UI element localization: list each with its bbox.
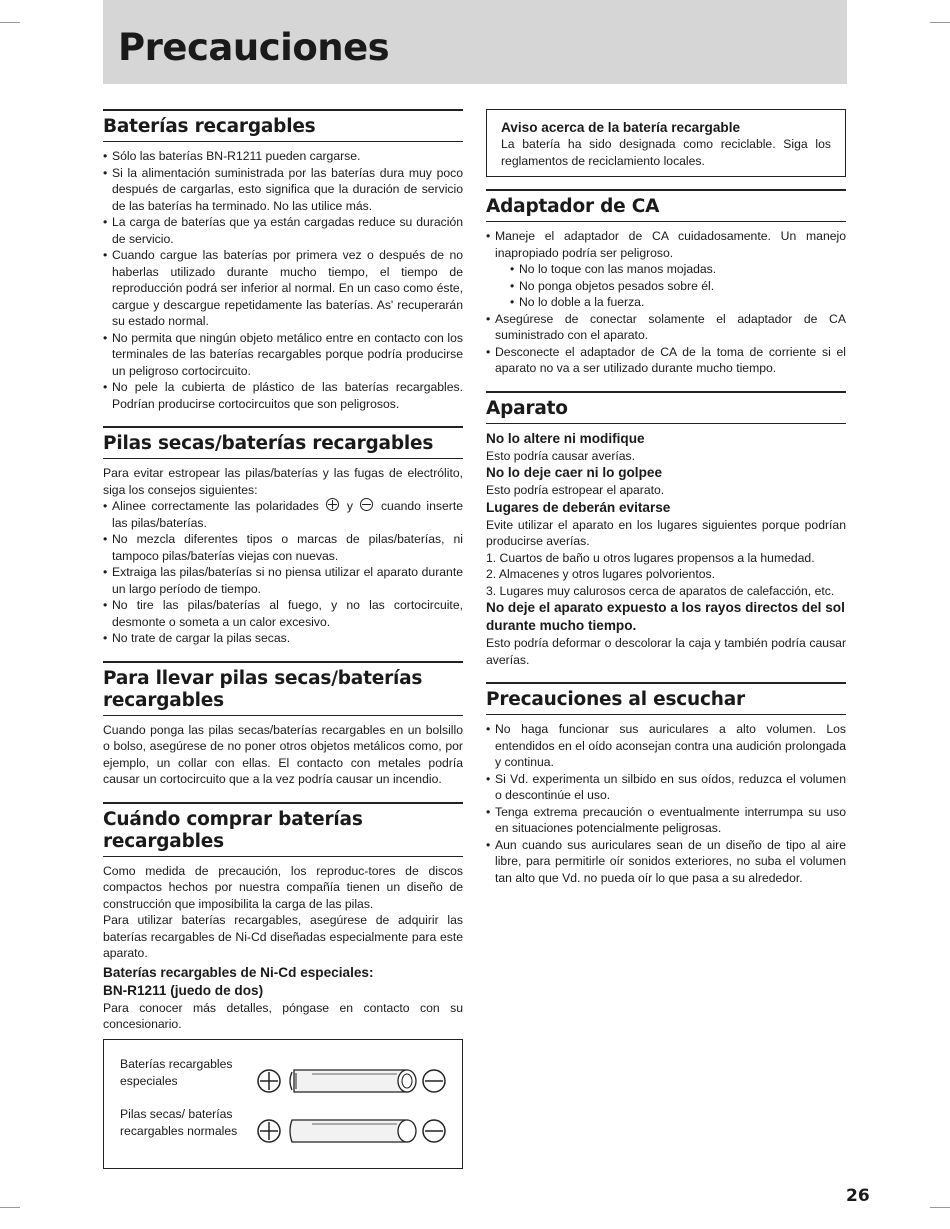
sub-list-item: • No lo toque con las manos mojadas. xyxy=(510,261,846,278)
sub-list xyxy=(486,261,846,311)
list-item: • Si Vd. experimenta un silbido en sus oídos, reduzca el volumen o descontinúe el uso. xyxy=(486,771,846,804)
body-text: Como medida de precaución, los reproduc-tores de discos compactos hechos por nuestra compañía tienen un diseño de construcción que imposibilita la carga de las pilas. xyxy=(103,863,463,911)
left-column xyxy=(103,109,463,1183)
list-item: 1. Cuartos de baño u otros lugares propensos a la humedad. xyxy=(486,550,815,565)
polarity-text-b: cuando inserte las pilas/baterías. xyxy=(112,499,464,530)
body-text: Para utilizar baterías recargables, asegúrese de adquirir las baterías recargables de Ni-Cd diseñadas especialmente para este aparato. xyxy=(103,913,463,960)
section-heading: Precauciones al escuchar xyxy=(486,684,846,715)
section-heading: Aparato xyxy=(486,393,846,424)
list-item xyxy=(103,498,463,531)
section-baterias-recargables xyxy=(103,109,463,412)
body-text: Evite utilizar el aparato en los lugares siguientes porque podrían producirse averías. xyxy=(486,517,846,548)
subheading: Lugares de deberán evitarse xyxy=(486,499,671,515)
sub-list-item: • No ponga objetos pesados sobre él. xyxy=(510,278,846,295)
battery-figure xyxy=(103,1039,463,1169)
list-item: • Cuando cargue las baterías por primera vez o después de no haberlas utilizado durante mucho tiempo, el tiempo de reproducción podrá ser inferior al normal. En un caso como éste, cargue y descargue repetidamente las baterías. As' recuperarán su estado normal. xyxy=(103,247,463,330)
list-item-text: Maneje el adaptador de CA cuidadosamente. Un manejo inapropiado podría ser peligroso. xyxy=(495,229,846,260)
list-item: • No haga funcionar sus auriculares a alto volumen. Los entendidos en el oído aconsejan contra una audición prolongada y continua. xyxy=(486,721,846,771)
bullet-list xyxy=(103,148,463,412)
list-item: • Tenga extrema precaución o eventualmente interrumpa su uso en situaciones potencialmente peligrosas. xyxy=(486,804,846,837)
notice-box xyxy=(486,109,846,177)
list-item: • Extraiga las pilas/baterías si no piensa utilizar el aparato durante un largo período de tiempo. xyxy=(103,564,463,597)
section-aparato xyxy=(486,391,846,669)
crop-mark xyxy=(930,1207,950,1208)
section-heading: Cuándo comprar baterías recargables xyxy=(103,804,463,857)
right-column xyxy=(486,109,846,900)
figure-label-special: Baterías recargables especiales xyxy=(120,1056,233,1088)
figure-label-normal: Pilas secas/ baterías recargables normales xyxy=(120,1106,238,1138)
section-heading: Baterías recargables xyxy=(103,111,463,142)
section-cuando-comprar xyxy=(103,802,463,1169)
section-heading: Adaptador de CA xyxy=(486,191,846,222)
normal-battery xyxy=(258,1120,445,1142)
list-item xyxy=(486,228,846,311)
notice-text: La batería ha sido designada como reciclable. Siga los reglamentos de reciclamiento locales. xyxy=(501,137,831,168)
page-title: Precauciones xyxy=(118,26,390,69)
intro-text: Para evitar estropear las pilas/baterías y las fugas de electrólito, siga los consejos siguientes: xyxy=(103,466,463,497)
body-text: Esto podría estropear el aparato. xyxy=(486,483,665,497)
crop-mark xyxy=(0,22,20,23)
special-battery xyxy=(258,1070,445,1092)
polarity-text-y: y xyxy=(346,499,353,513)
body-text: Para conocer más detalles, póngase en contacto con su concesionario. xyxy=(103,1000,463,1031)
list-item: • No pele la cubierta de plástico de las baterías recargables. Podrían producirse cortocircuitos que son peligrosos. xyxy=(103,379,463,412)
polarity-text-a: Alinee correctamente las polaridades xyxy=(112,499,319,513)
page-number: 26 xyxy=(846,1186,870,1206)
section-adaptador xyxy=(486,189,846,377)
subheading: Baterías recargables de Ni-Cd especiales: xyxy=(103,964,374,980)
list-item: • Sólo las baterías BN-R1211 pueden cargarse. xyxy=(103,148,463,165)
sub-list-item: • No lo doble a la fuerza. xyxy=(510,294,846,311)
subheading: No lo altere ni modifique xyxy=(486,430,645,446)
numbered-list xyxy=(486,550,846,600)
list-item: • No trate de cargar la pilas secas. xyxy=(103,630,463,647)
section-heading: Pilas secas/baterías recargables xyxy=(103,428,463,459)
list-item: • La carga de baterías que ya están cargadas reduce su duración de servicio. xyxy=(103,214,463,247)
section-pilas-secas xyxy=(103,426,463,647)
minus-icon xyxy=(360,498,373,511)
subheading: No lo deje caer ni lo golpee xyxy=(486,465,663,480)
list-item: • No mezcla diferentes tipos o marcas de pilas/baterías, ni tampoco pilas/baterías viejas con nuevas. xyxy=(103,531,463,564)
list-item: • Asegúrese de conectar solamente el adaptador de CA suministrado con el aparato. xyxy=(486,311,846,344)
crop-mark xyxy=(930,22,950,23)
list-item: • No permita que ningún objeto metálico entre en contacto con los terminales de las baterías recargables porque podría producirse un peligroso cortocircuito. xyxy=(103,330,463,380)
bullet-list xyxy=(486,228,846,377)
body-text: Esto podría causar averías. xyxy=(486,448,636,463)
list-item: 3. Lugares muy calurosos cerca de aparatos de calefacción, etc. xyxy=(486,583,835,598)
section-heading: Para llevar pilas secas/baterías recargables xyxy=(103,663,463,716)
list-item: • Aun cuando sus auriculares sean de un diseño de tipo al aire libre, para permitirle oír sonidos exteriores, no suba el volumen tan alto que Vd. no pueda oír lo que pasa a su alrededor. xyxy=(486,837,846,887)
section-para-llevar xyxy=(103,661,463,788)
body-text: Cuando ponga las pilas secas/baterías recargables en un bolsillo o bolso, asegúrese de no poner otros objetos metálicos como, por ejemplo, un collar con ellas. El contacto con metales podría causar un cortocircuito que a la vez podría causar un incendio. xyxy=(103,722,463,786)
section-escuchar xyxy=(486,682,846,886)
notice-heading: Aviso acerca de la batería recargable xyxy=(501,120,741,135)
crop-mark xyxy=(0,1207,20,1208)
subheading: BN-R1211 (juedo de dos) xyxy=(103,982,264,998)
list-item: 2. Almacenes y otros lugares polvorientos. xyxy=(486,567,715,581)
list-item: • No tire las pilas/baterías al fuego, y no las cortocircuite, desmonte o someta a un calor excesivo. xyxy=(103,597,463,630)
subheading: No deje el aparato expuesto a los rayos directos del sol durante mucho tiempo. xyxy=(486,600,845,633)
body-text: Esto podría deformar o descolorar la caja y también podría causar averías. xyxy=(486,636,846,667)
list-item: • Desconecte el adaptador de CA de la toma de corriente si el aparato no va a ser utilizado durante mucho tiempo. xyxy=(486,344,846,377)
list-item: • Si la alimentación suministrada por las baterías dura muy poco después de cargarlas, esto significa que la duración de servicio de las baterías ha terminado. No las utilice más. xyxy=(103,165,463,215)
plus-icon xyxy=(326,498,339,511)
title-banner xyxy=(103,0,847,84)
bullet-list xyxy=(486,721,846,886)
battery-illustration xyxy=(252,1058,452,1153)
bullet-list xyxy=(103,498,463,647)
